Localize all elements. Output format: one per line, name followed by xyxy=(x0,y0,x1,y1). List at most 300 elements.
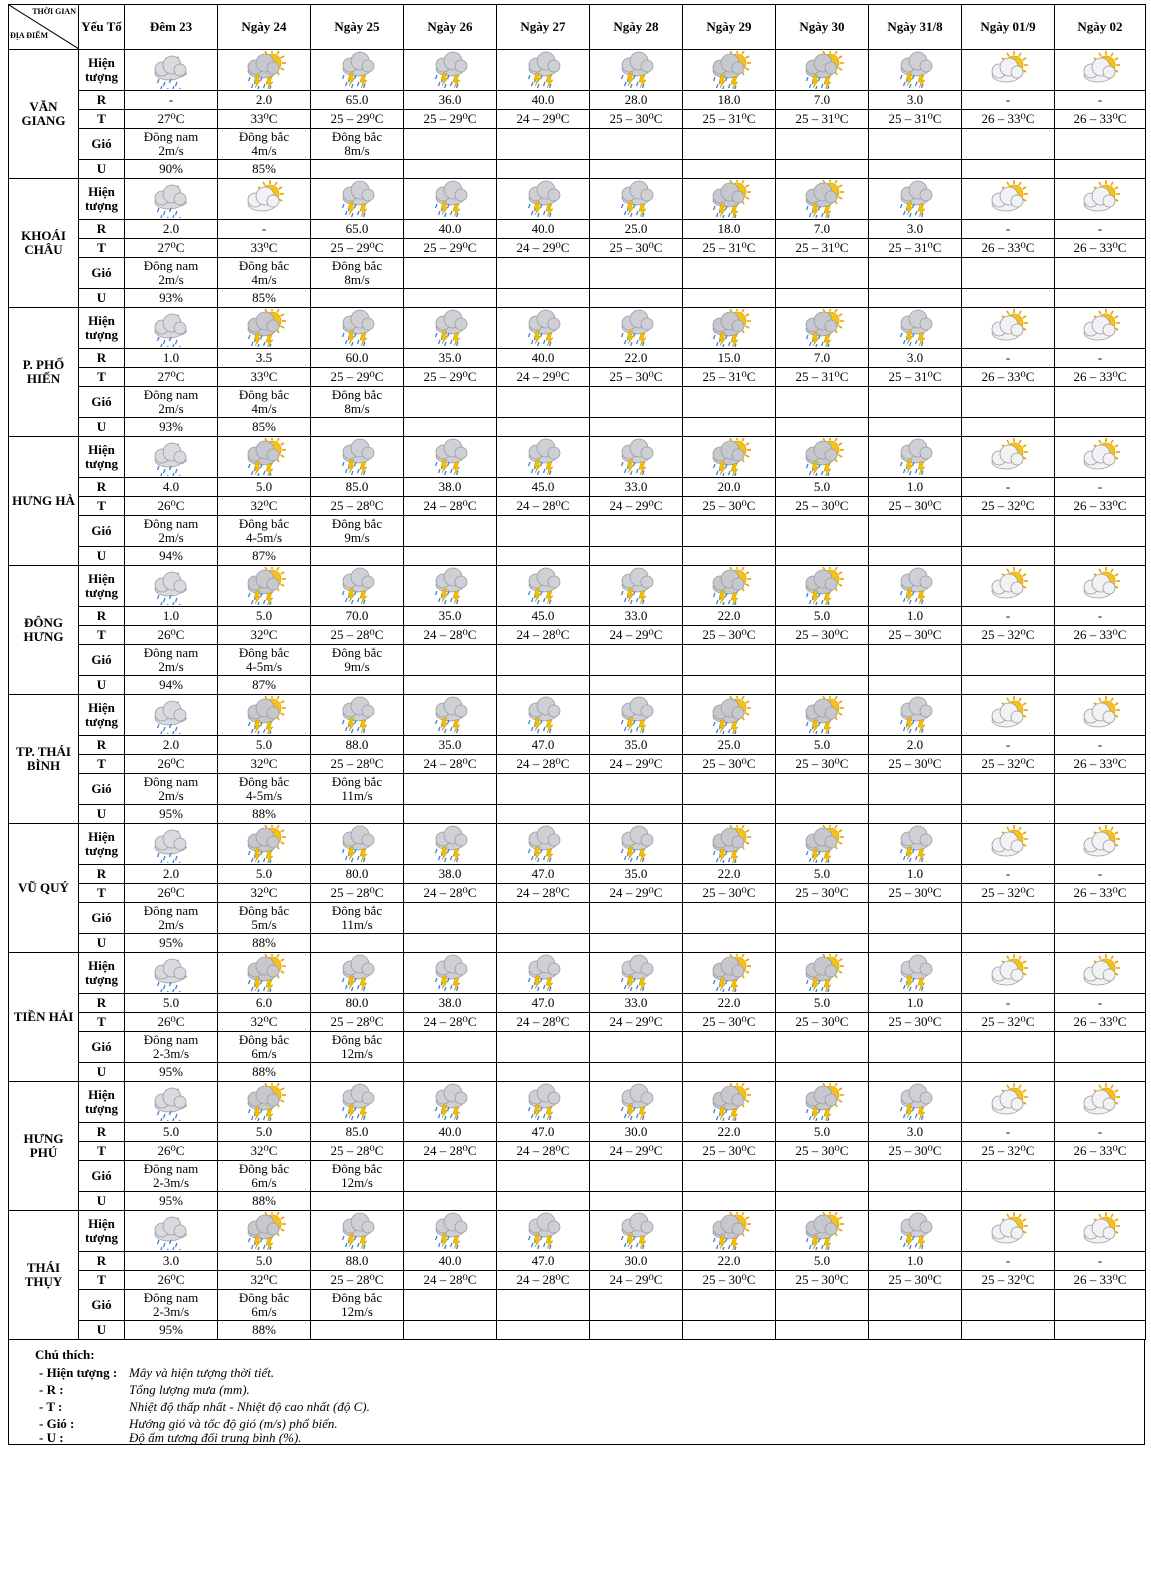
location-name: TP. THÁI BÌNH xyxy=(9,695,79,824)
sun-cloud-icon xyxy=(242,180,286,218)
temp-cell: 25 – 29⁰C xyxy=(404,239,497,258)
humidity-cell: 85% xyxy=(218,160,311,179)
row-label-rain: R xyxy=(79,91,125,110)
rain-cell: 4.0 xyxy=(125,478,218,497)
temp-cell: 24 – 28⁰C xyxy=(404,1271,497,1290)
rain-cell: 35.0 xyxy=(404,349,497,368)
weather-cell xyxy=(404,953,497,994)
wind-speed: 2m/s xyxy=(158,659,184,674)
storm-icon xyxy=(614,954,658,992)
row-label-phenomenon: Hiện tượng xyxy=(79,695,125,736)
wind-speed: 4-5m/s xyxy=(245,788,283,803)
sun-cloud-icon xyxy=(986,180,1030,218)
weather-cell xyxy=(311,437,404,478)
temp-cell: 26⁰C xyxy=(125,1142,218,1161)
wind-cell xyxy=(404,645,497,676)
rain-cell: 30.0 xyxy=(590,1123,683,1142)
humidity-cell xyxy=(590,1321,683,1340)
row-label-rain: R xyxy=(79,865,125,884)
storm-icon xyxy=(893,825,937,863)
rain-cell: - xyxy=(962,607,1055,626)
weather-cell xyxy=(962,824,1055,865)
temp-cell: 24 – 28⁰C xyxy=(404,1142,497,1161)
weather-cell xyxy=(869,953,962,994)
row-label-phenomenon: Hiện tượng xyxy=(79,50,125,91)
rain-cell: 20.0 xyxy=(683,478,776,497)
temp-cell: 25 – 30⁰C xyxy=(869,755,962,774)
wind-cell xyxy=(590,387,683,418)
wind-direction: Đông bắc xyxy=(331,258,383,273)
row-label-rain: R xyxy=(79,349,125,368)
row-label-wind: Gió xyxy=(79,1032,125,1063)
temp-cell: 32⁰C xyxy=(218,755,311,774)
storm-icon xyxy=(893,309,937,347)
temp-cell: 25 – 32⁰C xyxy=(962,1271,1055,1290)
wind-speed: 6m/s xyxy=(251,1175,277,1190)
humidity-cell xyxy=(1055,805,1146,824)
humidity-cell xyxy=(869,1321,962,1340)
weather-cell xyxy=(962,308,1055,349)
storm-icon xyxy=(521,309,565,347)
humidity-cell xyxy=(683,160,776,179)
wind-cell xyxy=(962,1290,1055,1321)
location-name: TIỀN HẢI xyxy=(9,953,79,1082)
temp-cell: 25 – 30⁰C xyxy=(776,626,869,645)
thunder-sun-icon xyxy=(707,696,751,734)
temp-cell: 25 – 31⁰C xyxy=(869,239,962,258)
rain-row xyxy=(9,1123,1146,1142)
temp-cell: 24 – 29⁰C xyxy=(497,368,590,387)
temp-cell: 32⁰C xyxy=(218,1271,311,1290)
storm-icon xyxy=(614,438,658,476)
storm-icon xyxy=(614,51,658,89)
rain-cell: 25.0 xyxy=(683,736,776,755)
humidity-cell xyxy=(590,289,683,308)
humidity-cell xyxy=(497,289,590,308)
storm-icon xyxy=(521,1212,565,1250)
day-header: Ngày 26 xyxy=(404,5,497,50)
wind-row xyxy=(9,645,1146,676)
temp-cell: 25 – 32⁰C xyxy=(962,626,1055,645)
sun-cloud-icon xyxy=(1078,567,1122,605)
row-label-humidity: U xyxy=(79,547,125,566)
temp-cell: 25 – 30⁰C xyxy=(776,884,869,903)
temp-cell: 24 – 29⁰C xyxy=(590,884,683,903)
weather-cell xyxy=(404,1211,497,1252)
rain-row xyxy=(9,91,1146,110)
humidity-cell xyxy=(962,289,1055,308)
temp-cell: 25 – 30⁰C xyxy=(869,1142,962,1161)
humidity-cell xyxy=(497,1063,590,1082)
rain-cell: 35.0 xyxy=(590,865,683,884)
temp-row xyxy=(9,1013,1146,1032)
wind-direction: Đông bắc xyxy=(238,1032,290,1047)
rain-cell: 2.0 xyxy=(125,220,218,239)
weather-cell xyxy=(683,308,776,349)
factor-header: Yếu Tố xyxy=(79,5,125,50)
storm-icon xyxy=(893,1083,937,1121)
wind-cell xyxy=(125,645,218,676)
humidity-cell: 88% xyxy=(218,805,311,824)
rain-cell: 47.0 xyxy=(497,1123,590,1142)
row-label-wind: Gió xyxy=(79,258,125,289)
phenomenon-row xyxy=(9,50,1146,91)
temp-cell: 25 – 31⁰C xyxy=(776,239,869,258)
wind-cell xyxy=(404,129,497,160)
wind-cell xyxy=(590,774,683,805)
humidity-cell xyxy=(311,1321,404,1340)
temp-cell: 24 – 29⁰C xyxy=(590,1013,683,1032)
weather-cell xyxy=(311,824,404,865)
weather-cell xyxy=(869,437,962,478)
humidity-cell xyxy=(869,418,962,437)
storm-icon xyxy=(335,51,379,89)
wind-speed: 4m/s xyxy=(251,401,277,416)
row-label-wind: Gió xyxy=(79,645,125,676)
temp-cell: 24 – 28⁰C xyxy=(497,1271,590,1290)
storm-icon xyxy=(893,696,937,734)
storm-icon xyxy=(335,180,379,218)
row-label-temp: T xyxy=(79,110,125,129)
wind-cell xyxy=(125,774,218,805)
weather-cell xyxy=(869,824,962,865)
temp-cell: 24 – 29⁰C xyxy=(590,755,683,774)
sun-cloud-icon xyxy=(1078,825,1122,863)
storm-icon xyxy=(521,825,565,863)
rain-cell: 88.0 xyxy=(311,736,404,755)
forecast-table xyxy=(8,4,1146,1340)
weather-cell xyxy=(497,695,590,736)
wind-speed: 11m/s xyxy=(341,917,373,932)
legend-item xyxy=(39,1398,370,1415)
humidity-cell xyxy=(1055,1321,1146,1340)
wind-cell xyxy=(590,645,683,676)
temp-cell: 25 – 32⁰C xyxy=(962,884,1055,903)
rain-cell: - xyxy=(1055,220,1146,239)
weather-cell xyxy=(590,1211,683,1252)
rain-cell: - xyxy=(962,349,1055,368)
row-label-temp: T xyxy=(79,239,125,258)
weather-cell xyxy=(125,1082,218,1123)
rain-cell: 22.0 xyxy=(683,865,776,884)
humidity-cell: 85% xyxy=(218,418,311,437)
wind-cell xyxy=(311,645,404,676)
humidity-cell xyxy=(776,160,869,179)
row-label-temp: T xyxy=(79,1271,125,1290)
phenomenon-row xyxy=(9,179,1146,220)
humidity-cell xyxy=(869,1192,962,1211)
rain-cell: - xyxy=(1055,1123,1146,1142)
row-label-wind: Gió xyxy=(79,774,125,805)
temp-cell: 24 – 29⁰C xyxy=(590,1142,683,1161)
temp-cell: 25 – 32⁰C xyxy=(962,497,1055,516)
wind-direction: Đông bắc xyxy=(331,516,383,531)
rain-cell: 45.0 xyxy=(497,478,590,497)
rain-cell: 5.0 xyxy=(218,478,311,497)
weather-cell xyxy=(683,566,776,607)
wind-cell xyxy=(404,1290,497,1321)
wind-speed: 8m/s xyxy=(344,143,370,158)
rain-cell: 5.0 xyxy=(776,1123,869,1142)
wind-speed: 12m/s xyxy=(341,1304,373,1319)
wind-cell xyxy=(683,516,776,547)
humidity-cell xyxy=(776,676,869,695)
weather-cell xyxy=(218,953,311,994)
temp-cell: 25 – 30⁰C xyxy=(776,755,869,774)
rain-cell: - xyxy=(962,91,1055,110)
weather-cell xyxy=(497,824,590,865)
humidity-cell: 87% xyxy=(218,547,311,566)
weather-cell xyxy=(962,179,1055,220)
humidity-row xyxy=(9,547,1146,566)
wind-cell xyxy=(311,516,404,547)
wind-speed: 6m/s xyxy=(251,1046,277,1061)
wind-direction: Đông nam xyxy=(143,129,199,144)
rain-cell: - xyxy=(1055,91,1146,110)
wind-cell xyxy=(311,1290,404,1321)
weather-cell xyxy=(776,824,869,865)
weather-cell xyxy=(683,824,776,865)
wind-cell xyxy=(404,516,497,547)
weather-cell xyxy=(776,1211,869,1252)
storm-icon xyxy=(428,954,472,992)
sun-cloud-icon xyxy=(1078,438,1122,476)
wind-cell xyxy=(776,258,869,289)
temp-cell: 27⁰C xyxy=(125,239,218,258)
weather-cell xyxy=(404,824,497,865)
weather-cell xyxy=(683,953,776,994)
humidity-cell xyxy=(1055,160,1146,179)
humidity-cell xyxy=(869,160,962,179)
moon-cloud-icon xyxy=(149,954,193,992)
wind-cell xyxy=(218,516,311,547)
row-label-wind: Gió xyxy=(79,516,125,547)
humidity-row xyxy=(9,160,1146,179)
row-label-temp: T xyxy=(79,1142,125,1161)
wind-speed: 2m/s xyxy=(158,143,184,158)
storm-icon xyxy=(335,825,379,863)
humidity-cell xyxy=(962,418,1055,437)
moon-cloud-icon xyxy=(149,825,193,863)
humidity-cell xyxy=(497,160,590,179)
wind-cell xyxy=(125,903,218,934)
weather-cell xyxy=(311,1082,404,1123)
wind-cell xyxy=(218,258,311,289)
rain-cell: 28.0 xyxy=(590,91,683,110)
humidity-cell xyxy=(962,1063,1055,1082)
humidity-cell: 88% xyxy=(218,934,311,953)
humidity-row xyxy=(9,1321,1146,1340)
weather-cell xyxy=(404,566,497,607)
weather-cell xyxy=(776,953,869,994)
weather-cell xyxy=(1055,953,1146,994)
humidity-cell xyxy=(311,1063,404,1082)
wind-speed: 2m/s xyxy=(158,917,184,932)
rain-cell: 85.0 xyxy=(311,1123,404,1142)
rain-cell: - xyxy=(1055,478,1146,497)
sun-cloud-icon xyxy=(1078,180,1122,218)
humidity-cell xyxy=(404,1063,497,1082)
wind-row xyxy=(9,774,1146,805)
rain-cell: 65.0 xyxy=(311,91,404,110)
wind-direction: Đông bắc xyxy=(238,774,290,789)
humidity-cell xyxy=(1055,289,1146,308)
wind-speed: 5m/s xyxy=(251,917,277,932)
weather-cell xyxy=(404,437,497,478)
row-label-wind: Gió xyxy=(79,1290,125,1321)
weather-cell xyxy=(962,1082,1055,1123)
temp-row xyxy=(9,755,1146,774)
wind-cell xyxy=(869,1032,962,1063)
storm-icon xyxy=(614,696,658,734)
temp-cell: 33⁰C xyxy=(218,239,311,258)
rain-cell: 35.0 xyxy=(404,736,497,755)
temp-cell: 25 – 31⁰C xyxy=(776,110,869,129)
weather-cell xyxy=(683,437,776,478)
rain-cell: 25.0 xyxy=(590,220,683,239)
wind-cell xyxy=(497,1032,590,1063)
weather-cell xyxy=(125,566,218,607)
wind-row xyxy=(9,1161,1146,1192)
temp-row xyxy=(9,110,1146,129)
weather-cell xyxy=(218,566,311,607)
wind-cell xyxy=(1055,387,1146,418)
wind-cell xyxy=(962,258,1055,289)
storm-icon xyxy=(428,696,472,734)
weather-cell xyxy=(218,179,311,220)
weather-cell xyxy=(1055,1211,1146,1252)
storm-icon xyxy=(428,309,472,347)
row-label-temp: T xyxy=(79,626,125,645)
phenomenon-row xyxy=(9,1211,1146,1252)
storm-icon xyxy=(521,180,565,218)
rain-cell: 40.0 xyxy=(404,1252,497,1271)
day-header: Ngày 30 xyxy=(776,5,869,50)
row-label-humidity: U xyxy=(79,676,125,695)
rain-cell: 5.0 xyxy=(218,736,311,755)
phenomenon-row xyxy=(9,566,1146,607)
wind-cell xyxy=(311,387,404,418)
temp-cell: 25 – 30⁰C xyxy=(683,884,776,903)
wind-cell xyxy=(497,258,590,289)
wind-direction: Đông bắc xyxy=(331,903,383,918)
phenomenon-row xyxy=(9,1082,1146,1123)
wind-speed: 12m/s xyxy=(341,1175,373,1190)
rain-cell: 5.0 xyxy=(218,1252,311,1271)
humidity-cell xyxy=(1055,934,1146,953)
rain-cell: 80.0 xyxy=(311,994,404,1013)
rain-cell: 22.0 xyxy=(683,1252,776,1271)
humidity-cell xyxy=(869,676,962,695)
humidity-cell: 88% xyxy=(218,1192,311,1211)
day-header: Ngày 01/9 xyxy=(962,5,1055,50)
wind-cell xyxy=(869,774,962,805)
humidity-cell xyxy=(590,160,683,179)
humidity-cell xyxy=(1055,1063,1146,1082)
row-label-humidity: U xyxy=(79,1321,125,1340)
wind-cell xyxy=(683,774,776,805)
weather-cell xyxy=(1055,179,1146,220)
humidity-cell xyxy=(404,934,497,953)
rain-cell: - xyxy=(962,1123,1055,1142)
rain-cell: 47.0 xyxy=(497,736,590,755)
moon-cloud-icon xyxy=(149,180,193,218)
wind-direction: Đông nam xyxy=(143,645,199,660)
moon-cloud-icon xyxy=(149,438,193,476)
temp-row xyxy=(9,1142,1146,1161)
row-label-rain: R xyxy=(79,607,125,626)
humidity-cell xyxy=(590,676,683,695)
phenomenon-row xyxy=(9,308,1146,349)
thunder-sun-icon xyxy=(707,180,751,218)
humidity-cell xyxy=(404,547,497,566)
row-label-phenomenon: Hiện tượng xyxy=(79,1082,125,1123)
day-header: Ngày 28 xyxy=(590,5,683,50)
weather-cell xyxy=(218,50,311,91)
legend-item xyxy=(39,1381,250,1398)
temp-cell: 24 – 29⁰C xyxy=(497,239,590,258)
thunder-sun-icon xyxy=(707,1212,751,1250)
thunder-sun-icon xyxy=(707,825,751,863)
sun-cloud-icon xyxy=(986,438,1030,476)
wind-cell xyxy=(1055,1161,1146,1192)
legend-desc: Mây và hiện tượng thời tiết. xyxy=(129,1365,275,1380)
row-label-temp: T xyxy=(79,755,125,774)
temp-cell: 25 – 29⁰C xyxy=(311,368,404,387)
sun-cloud-icon xyxy=(986,309,1030,347)
humidity-cell xyxy=(683,1321,776,1340)
temp-cell: 24 – 28⁰C xyxy=(404,1013,497,1032)
weather-cell xyxy=(311,953,404,994)
wind-cell xyxy=(311,258,404,289)
weather-cell xyxy=(776,50,869,91)
rain-cell: 85.0 xyxy=(311,478,404,497)
storm-icon xyxy=(521,567,565,605)
weather-cell xyxy=(497,437,590,478)
storm-icon xyxy=(428,825,472,863)
wind-direction: Đông bắc xyxy=(331,645,383,660)
humidity-cell xyxy=(869,289,962,308)
weather-cell xyxy=(962,566,1055,607)
row-label-humidity: U xyxy=(79,1192,125,1211)
legend-item xyxy=(39,1432,302,1444)
weather-cell xyxy=(962,50,1055,91)
temp-cell: 25 – 30⁰C xyxy=(776,497,869,516)
humidity-cell xyxy=(683,1192,776,1211)
weather-cell xyxy=(590,953,683,994)
rain-cell: 1.0 xyxy=(869,994,962,1013)
wind-cell xyxy=(311,129,404,160)
moon-cloud-icon xyxy=(149,567,193,605)
rain-cell: - xyxy=(962,478,1055,497)
weather-cell xyxy=(311,179,404,220)
wind-cell xyxy=(311,903,404,934)
wind-cell xyxy=(497,1290,590,1321)
wind-direction: Đông bắc xyxy=(331,774,383,789)
rain-cell: 47.0 xyxy=(497,1252,590,1271)
rain-cell: 88.0 xyxy=(311,1252,404,1271)
wind-cell xyxy=(776,387,869,418)
wind-cell xyxy=(1055,258,1146,289)
moon-cloud-icon xyxy=(149,1083,193,1121)
rain-cell: - xyxy=(962,736,1055,755)
weather-cell xyxy=(683,695,776,736)
weather-cell xyxy=(962,695,1055,736)
storm-icon xyxy=(521,438,565,476)
wind-cell xyxy=(218,1290,311,1321)
row-label-phenomenon: Hiện tượng xyxy=(79,308,125,349)
wind-cell xyxy=(218,129,311,160)
